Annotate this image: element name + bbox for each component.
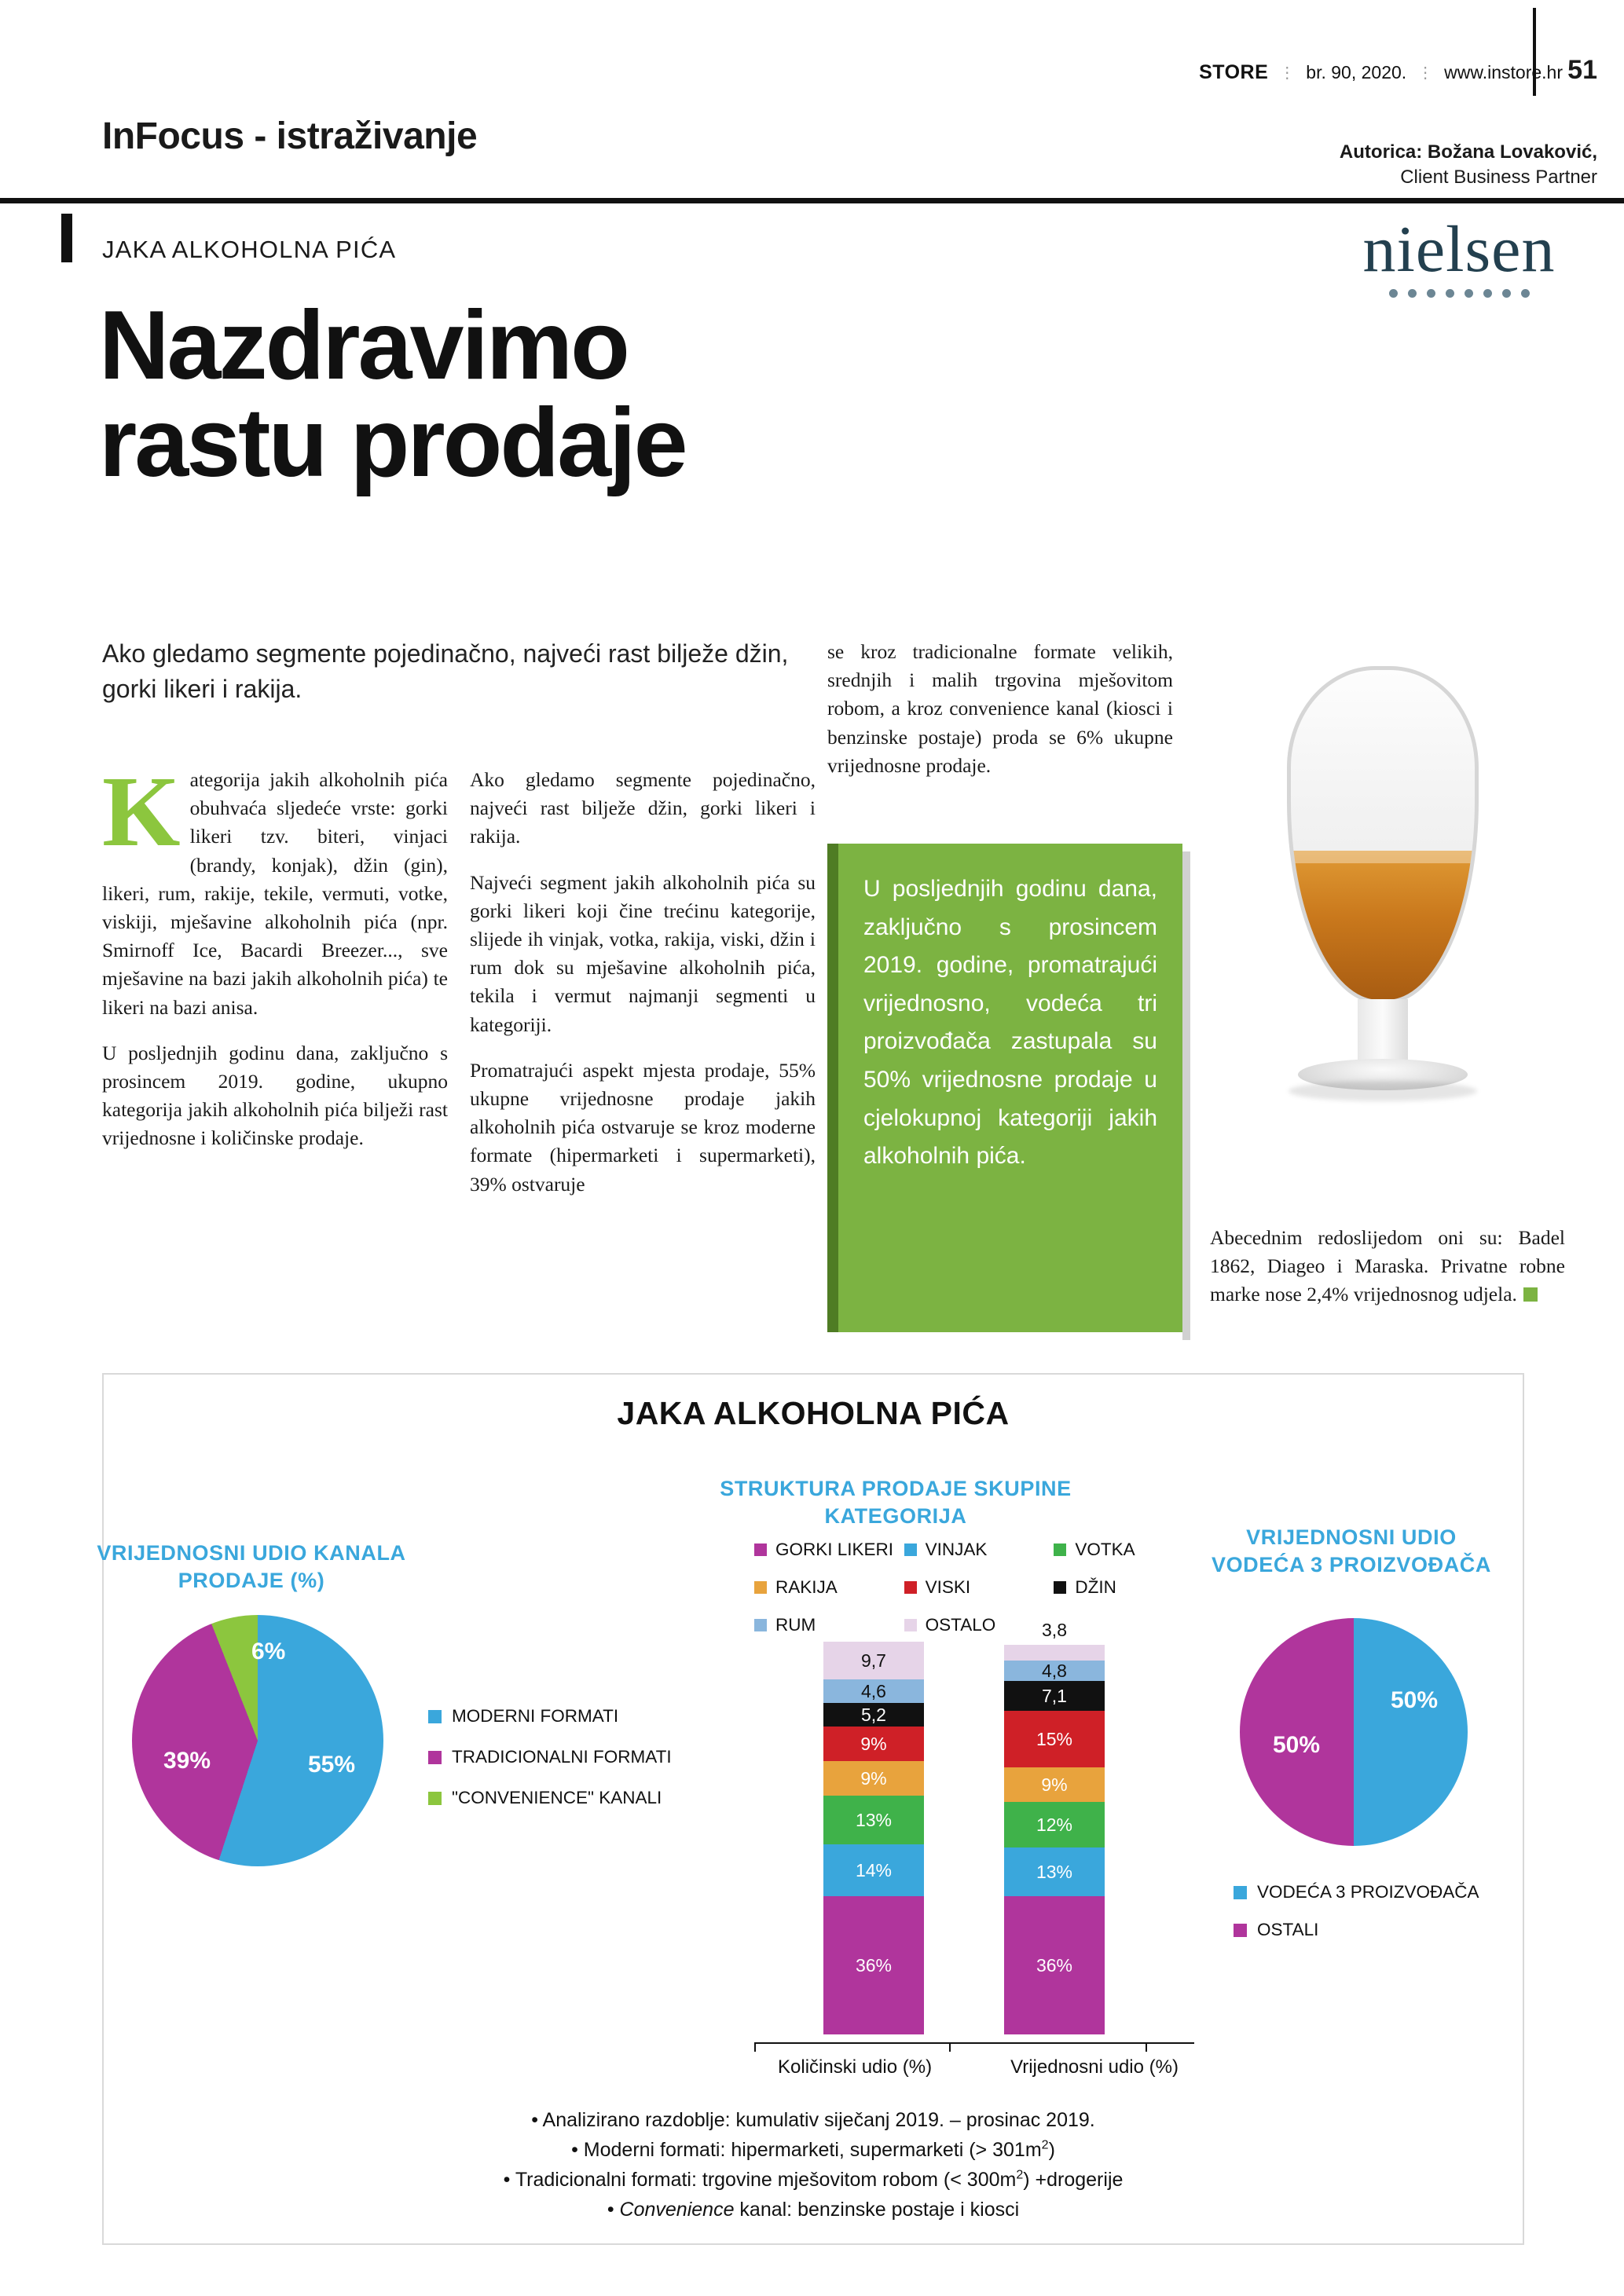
meta-separator-1: ⋮ (1279, 64, 1296, 82)
legend-swatch-icon (904, 1619, 917, 1631)
legend-label: DŽIN (1075, 1577, 1116, 1597)
legend-swatch-icon (754, 1619, 767, 1631)
glass-stem (1358, 999, 1408, 1067)
bar-column-kolicinski (823, 1642, 924, 2034)
chart2-tick (1146, 2042, 1147, 2052)
legend-label: RUM (775, 1615, 816, 1635)
photo-caption-text: Abecednim redoslijedom oni su: Badel 1862, Diageo i Maraska. Privatne robne marke nose 2,4% vrijednosnog udjela. (1210, 1226, 1565, 1306)
pull-quote-shadow (1182, 851, 1190, 1340)
legend-swatch-icon (1234, 1886, 1247, 1899)
legend-item (754, 1615, 895, 1635)
bar-seg-ostalo-label: 3,8 (1042, 1620, 1067, 1640)
legend-item (1234, 1920, 1532, 1940)
chart2-tick (949, 2042, 951, 2052)
legend-label: "CONVENIENCE" KANALI (452, 1788, 662, 1807)
chart1-title: VRIJEDNOSNI UDIO KANALA PRODAJE (%) (97, 1541, 406, 1593)
legend-label: VINJAK (925, 1540, 988, 1559)
legend-swatch-icon (754, 1543, 767, 1556)
body-column-2 (470, 766, 816, 1216)
legend-item (904, 1615, 1045, 1635)
infographic-title: JAKA ALKOHOLNA PIĆA (617, 1395, 1010, 1431)
chart2-tick (754, 2042, 756, 2052)
footnote: • Tradicionalni formati: trgovine mješovitom robom (< $300m^2$) +drogerije (503, 2168, 1124, 2191)
bar-seg-rakija: 9% (1004, 1767, 1105, 1802)
chart1-label-moderni: 55% (308, 1752, 356, 1778)
legend-label: VISKI (925, 1577, 971, 1597)
store-logo: STORE (1199, 61, 1269, 83)
chart2-x-labels (739, 2056, 1218, 2078)
bar-seg-rum: 4,8 (1004, 1661, 1105, 1681)
body-text: ategorija jakih alkoholnih pića obuhvaća sljedeće vrste: gorki likeri tzv. biteri, vinjaci (brandy, konjak), džin (gin), likeri, rum, rakije, tekile, vermuti, votke, viskiji, mješavine alkoholnih pića (npr. Smirnoff Ice, Bacardi Breezer..., sve mješavine na bazi jakih alkoholnih pića) te likeri na bazi anisa. (102, 768, 448, 1019)
article-lede: Ako gledamo segmente pojedinačno, najveći rast bilježe džin, gorki likeri i rakija. (102, 639, 789, 703)
body-paragraph: Najveći segment jakih alkoholnih pića su gorki likeri koji čine trećinu kategorije, slijede ih vinjak, votka, rakija, viski, džin i rum dok su mješavine alkoholnih pića, tekila i vermut najmanji segmenti u kategoriji. (470, 870, 816, 1036)
whisky-liquid (1291, 851, 1475, 1000)
legend-swatch-icon (1054, 1543, 1066, 1556)
chart1-label-convenience: 6% (251, 1639, 286, 1664)
legend-swatch-icon (428, 1792, 442, 1805)
article-kicker: JAKA ALKOHOLNA PIĆA (102, 236, 397, 263)
legend-item (1234, 1882, 1532, 1902)
page-title: Nazdravimo rastu prodaje (99, 291, 686, 497)
meta-separator-2: ⋮ (1417, 64, 1434, 82)
section-title: InFocus - istraživanje (102, 115, 478, 157)
bar-seg-viski: 9% (823, 1727, 924, 1761)
legend-label: GORKI LIKERI (775, 1540, 894, 1559)
author-role: Client Business Partner (1400, 167, 1597, 189)
body-column-1 (102, 756, 448, 1170)
legend-item (428, 1747, 727, 1767)
x-label-kolicinski: Količinski udio (%) (778, 2056, 933, 2078)
legend-label: VOTKA (1075, 1540, 1135, 1559)
whisky-glass-photo (1210, 643, 1564, 1200)
body-column-3 (827, 638, 1173, 797)
chart3-legend (1234, 1882, 1532, 1957)
chart2-legend (754, 1540, 1194, 1635)
bar-seg-gorki-likeri: 36% (823, 1896, 924, 2034)
author-block (1340, 140, 1597, 191)
nielsen-wordmark: nielsen (1362, 213, 1556, 286)
bar-seg-votka: 13% (823, 1796, 924, 1844)
bar-seg-vinjak: 14% (823, 1844, 924, 1896)
legend-label: OSTALO (925, 1615, 996, 1635)
bar-column-vrijednosni (1004, 1620, 1105, 2034)
drop-cap: K (102, 756, 181, 867)
chart1-legend (428, 1706, 727, 1829)
bar-seg-gorki-likeri: 36% (1004, 1896, 1105, 2034)
legend-swatch-icon (1054, 1581, 1066, 1594)
bar-seg-vinjak: 13% (1004, 1847, 1105, 1896)
legend-swatch-icon (428, 1751, 442, 1764)
author-name: Autorica: Božana Lovaković, (1339, 141, 1597, 163)
legend-label: OSTALI (1257, 1920, 1319, 1939)
nielsen-dots (1325, 289, 1593, 298)
legend-item (1054, 1540, 1194, 1560)
bar-seg-rum: 4,6 (823, 1679, 924, 1703)
legend-swatch-icon (904, 1543, 917, 1556)
legend-item (754, 1577, 895, 1598)
legend-label: VODEĆA 3 PROIZVOĐAČA (1257, 1882, 1479, 1902)
infographic-footnotes (236, 2105, 1391, 2225)
bar-seg-viski: 15% (1004, 1711, 1105, 1767)
body-paragraph: se kroz tradicionalne formate velikih, srednjih i malih trgovina mješovitom robom, a kroz convenience kanal (kiosci i benzinske postaje) proda se 6% ukupne vrijednosne prodaje. (827, 640, 1173, 777)
header-meta (1199, 61, 1563, 84)
glass-bowl (1287, 666, 1479, 1004)
bar-seg-rakija: 9% (823, 1761, 924, 1796)
header-divider (0, 198, 1624, 203)
bar-seg-dzin: 7,1 (1004, 1681, 1105, 1711)
chart1-label-tradicionalni: 39% (163, 1748, 211, 1774)
bar-seg-ostalo: 9,7 (823, 1642, 924, 1679)
legend-swatch-icon (754, 1581, 767, 1594)
legend-item (428, 1706, 727, 1727)
footnote: • Convenience kanal: benzinske postaje i kiosci (607, 2199, 1020, 2221)
kicker-accent-bar (61, 214, 72, 262)
photo-caption (1210, 1224, 1565, 1309)
chart2-title: STRUKTURA PRODAJE SKUPINE KATEGORIJA (720, 1477, 1072, 1529)
legend-item (754, 1540, 895, 1560)
glass-shadow (1289, 1081, 1477, 1101)
legend-swatch-icon (1234, 1924, 1247, 1937)
website-link[interactable]: www.instore.hr (1444, 62, 1563, 82)
pull-quote (827, 844, 1182, 1332)
body-paragraph (102, 756, 448, 1022)
chart2-axis (754, 2042, 1194, 2044)
nielsen-logo (1325, 213, 1593, 298)
x-label-vrijednosni: Vrijednosni udio (%) (1010, 2056, 1179, 2078)
end-mark (1523, 1287, 1538, 1302)
chart3-label-vodeca: 50% (1391, 1687, 1439, 1713)
legend-swatch-icon (904, 1581, 917, 1594)
glass-illustration (1265, 666, 1501, 1130)
legend-label: MODERNI FORMATI (452, 1706, 619, 1726)
chart3-title: VRIJEDNOSNI UDIO VODEĆA 3 PROIZVOĐAČA (1211, 1525, 1492, 1577)
footnote: • Moderni formati: hipermarketi, supermarketi (> $301m^2$) (571, 2138, 1055, 2161)
body-paragraph: Promatrajući aspekt mjesta prodaje, 55% ukupne vrijednosne prodaje jakih alkoholnih pića ostvaruje se kroz moderne formate (hipermarketi i supermarketi), 39% ostvaruje (470, 1058, 816, 1196)
legend-label: RAKIJA (775, 1577, 838, 1597)
bar-seg-votka: 12% (1004, 1802, 1105, 1847)
legend-item (428, 1788, 727, 1808)
legend-item (1054, 1577, 1194, 1598)
chart3-label-ostali: 50% (1273, 1732, 1321, 1758)
body-paragraph: Ako gledamo segmente pojedinačno, najveći rast bilježe džin, gorki likeri i rakija. (470, 768, 816, 848)
issue-label: br. 90, 2020. (1306, 62, 1407, 82)
legend-label: TRADICIONALNI FORMATI (452, 1747, 672, 1767)
footnote: • Analizirano razdoblje: kumulativ siječanj 2019. – prosinac 2019. (531, 2109, 1095, 2131)
bar-seg-dzin: 5,2 (823, 1703, 924, 1727)
body-paragraph: U posljednjih godinu dana, zaključno s prosincem 2019. godine, ukupno kategorija jakih alkoholnih pića bilježi rast vrijednosne i količinske prodaje. (102, 1041, 448, 1150)
pull-quote-text: U posljednjih godinu dana, zaključno s prosincem 2019. godine, promatrajući vrijednosno, vodeća tri proizvođača zastupala su 50% vrijednosne prodaje u cjelokupnoj kategoriji jakih alkoholnih pića. (863, 876, 1157, 1170)
page-number: 51 (1567, 55, 1597, 85)
legend-item (904, 1540, 1045, 1560)
legend-swatch-icon (428, 1710, 442, 1723)
legend-item (904, 1577, 1045, 1598)
